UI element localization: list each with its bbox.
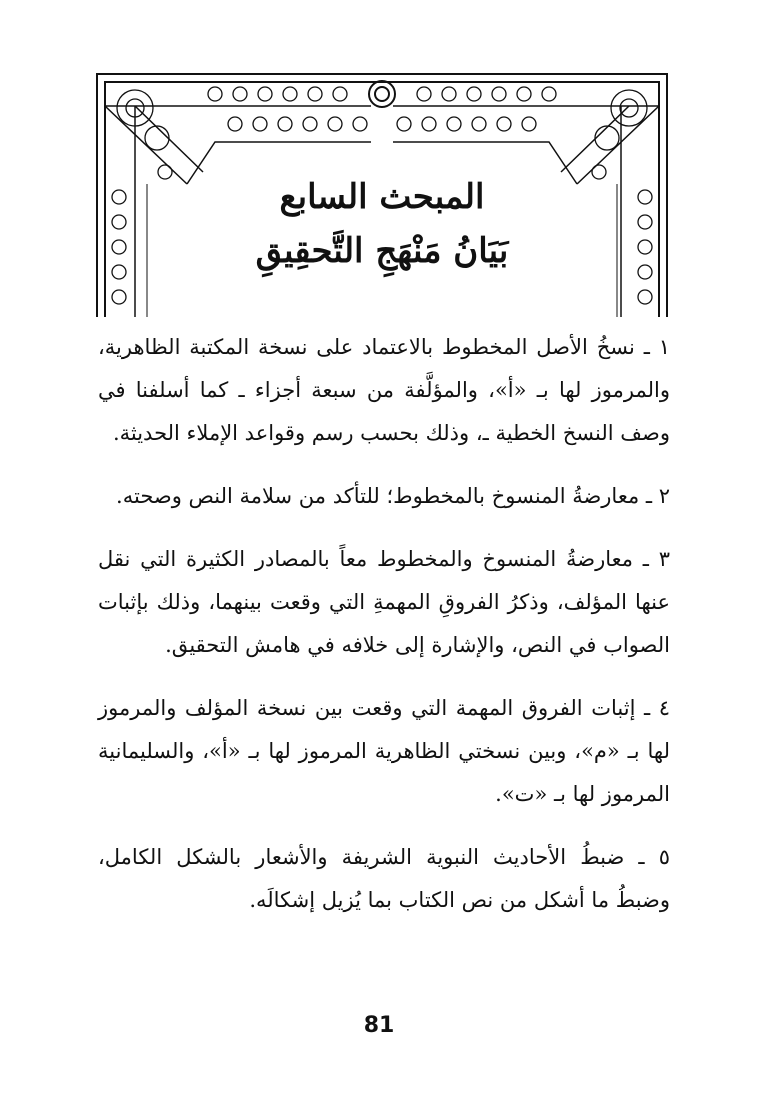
paragraph-1: ١ ـ نسخُ الأصل المخطوط بالاعتماد على نسخة المكتبة الظاهرية، والمرموز لها بـ «أ»، والمؤلَّفة من سبعة أجزاء ـ كما أسلفنا في وصف النسخ الخطية ـ، وذلك بحسب رسم وقواعد الإملاء الحديثة. bbox=[98, 335, 670, 445]
paragraph-5: ٥ ـ ضبطُ الأحاديث النبوية الشريفة والأشعار بالشكل الكامل، وضبطُ ما أشكل من نص الكتاب بما يُزيل إشكالَه. bbox=[98, 845, 670, 912]
section-heading bbox=[95, 175, 669, 277]
body-text bbox=[98, 326, 670, 942]
paragraph-2: ٢ ـ معارضةُ المنسوخ بالمخطوط؛ للتأكد من سلامة النص وصحته. bbox=[116, 484, 670, 508]
page-number: 81 bbox=[363, 1013, 395, 1038]
chapter-title: المبحث السابع bbox=[279, 177, 485, 217]
section-subtitle: بَيَانُ مَنْهَجِ التَّحقِيقِ bbox=[255, 231, 509, 271]
paragraph-3: ٣ ـ معارضةُ المنسوخ والمخطوط معاً بالمصادر الكثيرة التي نقل عنها المؤلف، وذكرُ الفروقِ المهمةِ التي وقعت بينهما، وذلك بإثبات الصواب في النص، والإشارة إلى خلافه في هامش التحقيق. bbox=[98, 547, 670, 657]
paragraph-4: ٤ ـ إثبات الفروق المهمة التي وقعت بين نسخة المؤلف والمرموز لها بـ «م»، وبين نسختي الظاهرية المرموز لها بـ «أ»، والسليمانية المرموز لها بـ «ت». bbox=[98, 696, 670, 806]
